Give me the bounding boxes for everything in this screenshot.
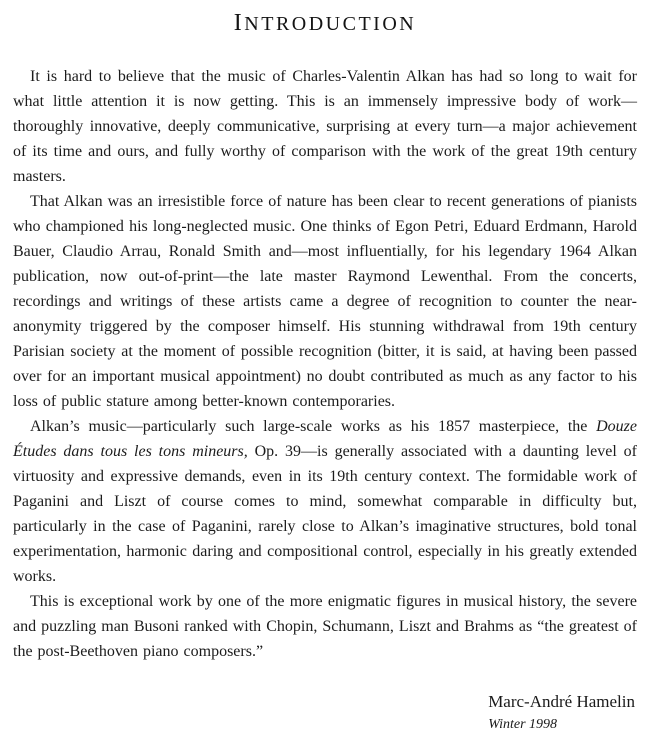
paragraph-1: It is hard to believe that the music of Charles-Valentin Alkan has had so long to wait for what little attention it is now getting. This is an immensely impressive body of work—thoroughly innovative, deeply communicative, surprising at every turn—a major achievement of its time and ours, and fully worthy of comparison with the work of the great 19th century masters. [13,68,637,185]
signature-date: Winter 1998 [488,717,558,732]
work-title-italic: Douze Études dans tous les tons mineurs, [13,418,637,460]
paragraph-2: That Alkan was an irresistible force of nature has been clear to recent generations of pianists who championed his long-neglected music. One thinks of Egon Petri, Eduard Erdmann, Harold Bauer, Claudio Arrau, Ronald Smith and—most influentially, for his legendary 1964 Alkan publication, now out-of-print—the late master Raymond Lewenthal. From the concerts, recordings and writings of these artists came a degree of recognition to counter the near-anonymity triggered by the composer himself. His stunning withdrawal from 19th century Parisian society at the moment of possible recognition (bitter, it is said, at having been passed over for an important musical appointment) no doubt contributed as much as any factor to his loss of public stature among better-known contemporaries. [13,193,637,410]
body-text [13,64,637,664]
paragraph-4: This is exceptional work by one of the more enigmatic figures in musical history, the severe and puzzling man Busoni ranked with Chopin, Schumann, Liszt and Brahms as “the greatest of the post-Beethoven piano composers.” [13,593,637,660]
paragraph-3 [13,414,637,589]
page-title: INTRODUCTION [233,10,417,36]
paragraph-3-text-continued: Op. 39—is generally associated with a daunting level of virtuosity and expressive demands, even in its 19th century context. The formidable work of Paganini and Liszt of course comes to mind, somewhat comparable in difficulty but, particularly in the case of Paganini, rarely close to Alkan’s imaginative structures, bold tonal experimentation, harmonic daring and compositional control, especially in his greatly extended works. [13,443,637,585]
signature-inner [488,689,635,734]
paragraph-3-text: Alkan’s music—particularly such large-scale works as his 1857 masterpiece, the [30,418,597,435]
signature-name: Marc-André Hamelin [488,692,635,711]
signature-block [13,689,637,734]
